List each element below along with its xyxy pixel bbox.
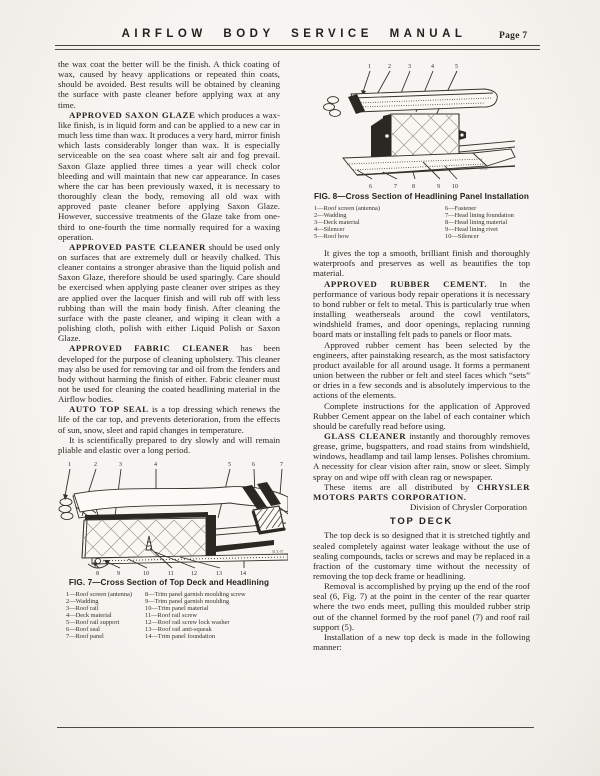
figure7 (58, 458, 284, 641)
division-line: Division of Chrysler Corporation (409, 502, 527, 513)
callout-number: 10 (452, 184, 458, 190)
callout-number: 11 (168, 571, 174, 577)
callout-number: 8 (412, 184, 415, 190)
figure7-linework (59, 469, 288, 568)
paragraph (58, 59, 280, 110)
paragraph-text: Complete instructions for the application of Approved Rubber Cement appear on the label of each container which should be carefully read before using. (313, 400, 530, 431)
callout-number: 4 (154, 462, 157, 469)
figure7-caption: FIG. 7—Cross Section of Top Deck and Headlining (68, 578, 270, 588)
legend-item: 12—Roof rail screw lock washer (145, 619, 230, 627)
paragraph (313, 632, 530, 652)
left-column (58, 59, 284, 641)
paragraph-lead: GLASS CLEANER (324, 430, 407, 441)
paragraph (58, 242, 280, 344)
callout-number: 12 (191, 571, 197, 577)
legend-item: 2—Wadding (66, 598, 99, 606)
paragraph-lead: CHRYSLER MOTORS PARTS CORPORATION. (313, 481, 530, 502)
legend-item: 1—Roof screen (antenna) (314, 205, 381, 213)
paragraph (58, 404, 280, 434)
paragraph-text: which produces a wax-like finish, is in liquid form and can be applied to a new car in much less time than wax. It produces a very hard, mirror finish which lasts considerably longer than wax. It is especially serviceable on the sea coast where salt air and fog prevail. Saxon Glaze applied three times a year will check color bleeding and will maintain that new car appearance. In cases where the car has been previously waxed, it is necessary to thoroughly clean the body, removing all old wax with approved paste cleaner before applying Saxon Glaze. However, successive treatments of the Glaze take from one-third to one-fourth the time normally required for a waxing operation. (58, 109, 280, 242)
legend-item: 3—Deck material (314, 219, 360, 227)
paragraph-text: It is scientifically prepared to dry slowly and will remain pliable and elastic over a long period. (58, 434, 280, 455)
paragraph-text: These items are all distributed by (324, 481, 478, 492)
callout-number: 6 (252, 462, 255, 469)
paragraph-text: is a top dressing which renews the life of the car top, and prevents deterioration, from the effects of sun, snow, sleet and rapid changes in temperature. (58, 404, 280, 435)
legend-item: 4—Silencer (314, 226, 345, 234)
legend-item: 13—Roof rail anti-squeak (145, 626, 212, 634)
paragraph-lead: APPROVED RUBBER CEMENT. (324, 278, 488, 289)
legend-item: 8—Head lining material (445, 219, 508, 227)
callout-number: 1 (68, 462, 71, 469)
callout-number: 6 (369, 184, 372, 190)
right-column-paragraphs (313, 248, 530, 502)
page-title: AIRFLOW BODY SERVICE MANUAL (121, 28, 467, 40)
figure7-legend-right (145, 591, 246, 640)
legend-item: 14—Trim panel foundation (145, 633, 216, 641)
paragraph-lead: APPROVED PASTE CLEANER (69, 241, 206, 252)
figure7-legend (58, 591, 280, 640)
paragraph-text: has been developed for the purpose of cleaning upholstery. This cleaner may also be used for removing tar and oil from the fenders and body without harming the finish of either. Fabric cleaner must not be used for cleaning the coated headlining material in the Airflow bodies. (58, 343, 281, 405)
legend-item: 4—Deck material (66, 612, 112, 620)
paragraph-text: The top deck is so designed that it is stretched tightly and sealed completely against water leakage without the use of sealing compounds, tacks or screws and may be replaced in a fraction of the customary time without the necessity of removing the top deck frame or headlining. (313, 530, 530, 581)
legend-item: 9—Head lining rivet (445, 226, 498, 234)
paragraph-text: Removal is accomplished by prying up the end of the roof seal (6, Fig. 7) at the point in the center of the rear quarter where the two ends meet, pulling this moulded rubber strip out of the channel formed by the roof panel (7) and roof rail support (5). (313, 581, 530, 632)
paragraph (58, 343, 280, 404)
callout-number: 2 (94, 462, 97, 469)
legend-item: 6—Fastener (445, 205, 477, 213)
callout-number: 7 (280, 462, 283, 469)
right-column (313, 58, 530, 652)
paragraph-lead: APPROVED SAXON GLAZE (69, 109, 196, 120)
callout-number: 13 (216, 571, 222, 577)
figure8 (313, 58, 530, 241)
paragraph (58, 435, 280, 455)
figure8-caption: FIG. 8—Cross Section of Headlining Panel Installation (313, 192, 530, 201)
legend-item: 1—Roof screen (antenna) (66, 591, 133, 599)
paragraph (58, 110, 280, 242)
legend-item: 10—Silencer (445, 233, 479, 241)
legend-item: 7—Head lining foundation (445, 212, 514, 220)
callout-number: 7 (394, 184, 397, 190)
figure8-diagram (313, 58, 530, 190)
callout-number: 14 (240, 571, 246, 577)
figure8-plate-code: 90-88 (479, 167, 488, 171)
paragraph (313, 530, 530, 581)
callout-number: 9 (117, 571, 120, 577)
callout-number: 5 (455, 64, 458, 70)
legend-item: 5—Roof bow (314, 233, 349, 241)
paragraph-text: Installation of a new top deck is made in the following manner: (313, 631, 530, 653)
callout-number: 2 (388, 64, 391, 70)
legend-item: 3—Roof rail (66, 605, 99, 613)
figure8-legend (313, 205, 530, 241)
figure8-legend-right (445, 205, 514, 240)
paragraph (313, 401, 530, 431)
paragraph-text: should be used only on surfaces that are extremely dull or heavily chalked. This cleaner contains a stronger abrasive than the liquid polish and Saxon Glaze, therefore should be used sparingly. Care should be exercised when applying paste cleaner over stripes as they are applied over the lacquer finish and will rub off with less rubbing than will the main body finish. After cleaning the surface with the paste cleaner, and wiping it clean with a polishing cloth, polish with either Liquid Polish or Saxon Glaze. (58, 241, 280, 344)
page-number: Page 7 (499, 31, 528, 41)
callout-number: 10 (143, 571, 149, 577)
paragraph-lead: APPROVED FABRIC CLEANER (69, 343, 230, 354)
callout-number: 9 (437, 184, 440, 190)
figure7-plate-code: M X-97 (272, 550, 284, 555)
paragraph (313, 581, 530, 632)
paragraph-text: Approved rubber cement has been selected by the engineers, after painstaking research, as the most satisfactory product available for all around usage. It forms a permanent union between the rubber or felt and steel faces which “sets” or dries in a few seconds and is absolutely impervious to the actions of the elements. (313, 339, 530, 401)
paragraph-text: instantly and thoroughly removes grease, grime, bugspatters, and road stains from windshield, windows, headlamp and tail lamp lenses. Polishes chromium. A necessity for clear vision after rain, snow or sleet. Simply spray on and wipe off with clean rag or newspaper. (313, 430, 530, 482)
figure7-diagram (58, 458, 288, 576)
legend-item: 5—Roof rail support (66, 619, 120, 627)
paragraph-text: the wax coat the better will be the finish. A thick coating of wax, caused by heavy applications or repeated thin coats, should be avoided. Best results will be obtained by cleaning the surface with paste cleaner before applying wax at any time. (58, 59, 280, 110)
legend-item: 8—Trim panel garnish moulding screw (145, 591, 246, 599)
left-column-paragraphs (58, 59, 280, 455)
footer-rule (57, 727, 534, 728)
paragraph (313, 340, 530, 401)
paragraph (313, 248, 530, 278)
section-heading-top-deck: TOP DECK (389, 516, 454, 528)
paragraph-lead: AUTO TOP SEAL (69, 404, 149, 415)
callout-number: 4 (431, 64, 434, 70)
paragraph-text: It gives the top a smooth, brilliant finish and thoroughly waterproofs and preserves as well as beautifies the top material. (313, 248, 530, 279)
legend-item: 10—Trim panel material (145, 605, 209, 613)
top-deck-paragraphs (313, 530, 530, 652)
legend-item: 9—Trim panel garnish moulding (145, 598, 230, 606)
figure8-linework (324, 71, 516, 179)
legend-item: 2—Wadding (314, 212, 347, 220)
legend-item: 6—Roof seal (66, 626, 100, 634)
callout-number: 5 (228, 462, 231, 469)
callout-number: 3 (119, 462, 122, 469)
paragraph-text: In the performance of various body repair operations it is necessary to bond rubber or felt to metal. This is particularly true when installing weatherseals around the cowl ventilators, windshield frames, and door openings, replacing running board mats or installing felt pads to panels or floor mats. (313, 278, 530, 340)
paragraph (313, 431, 530, 482)
paragraph (313, 279, 530, 340)
callout-number: 1 (368, 64, 371, 70)
header-rule (55, 45, 540, 50)
legend-item: 7—Roof panel (66, 633, 104, 641)
legend-item: 11—Roof rail screw (145, 612, 197, 620)
paragraph (313, 482, 530, 502)
callout-number: 3 (408, 64, 411, 70)
callout-number: 8 (96, 571, 99, 577)
